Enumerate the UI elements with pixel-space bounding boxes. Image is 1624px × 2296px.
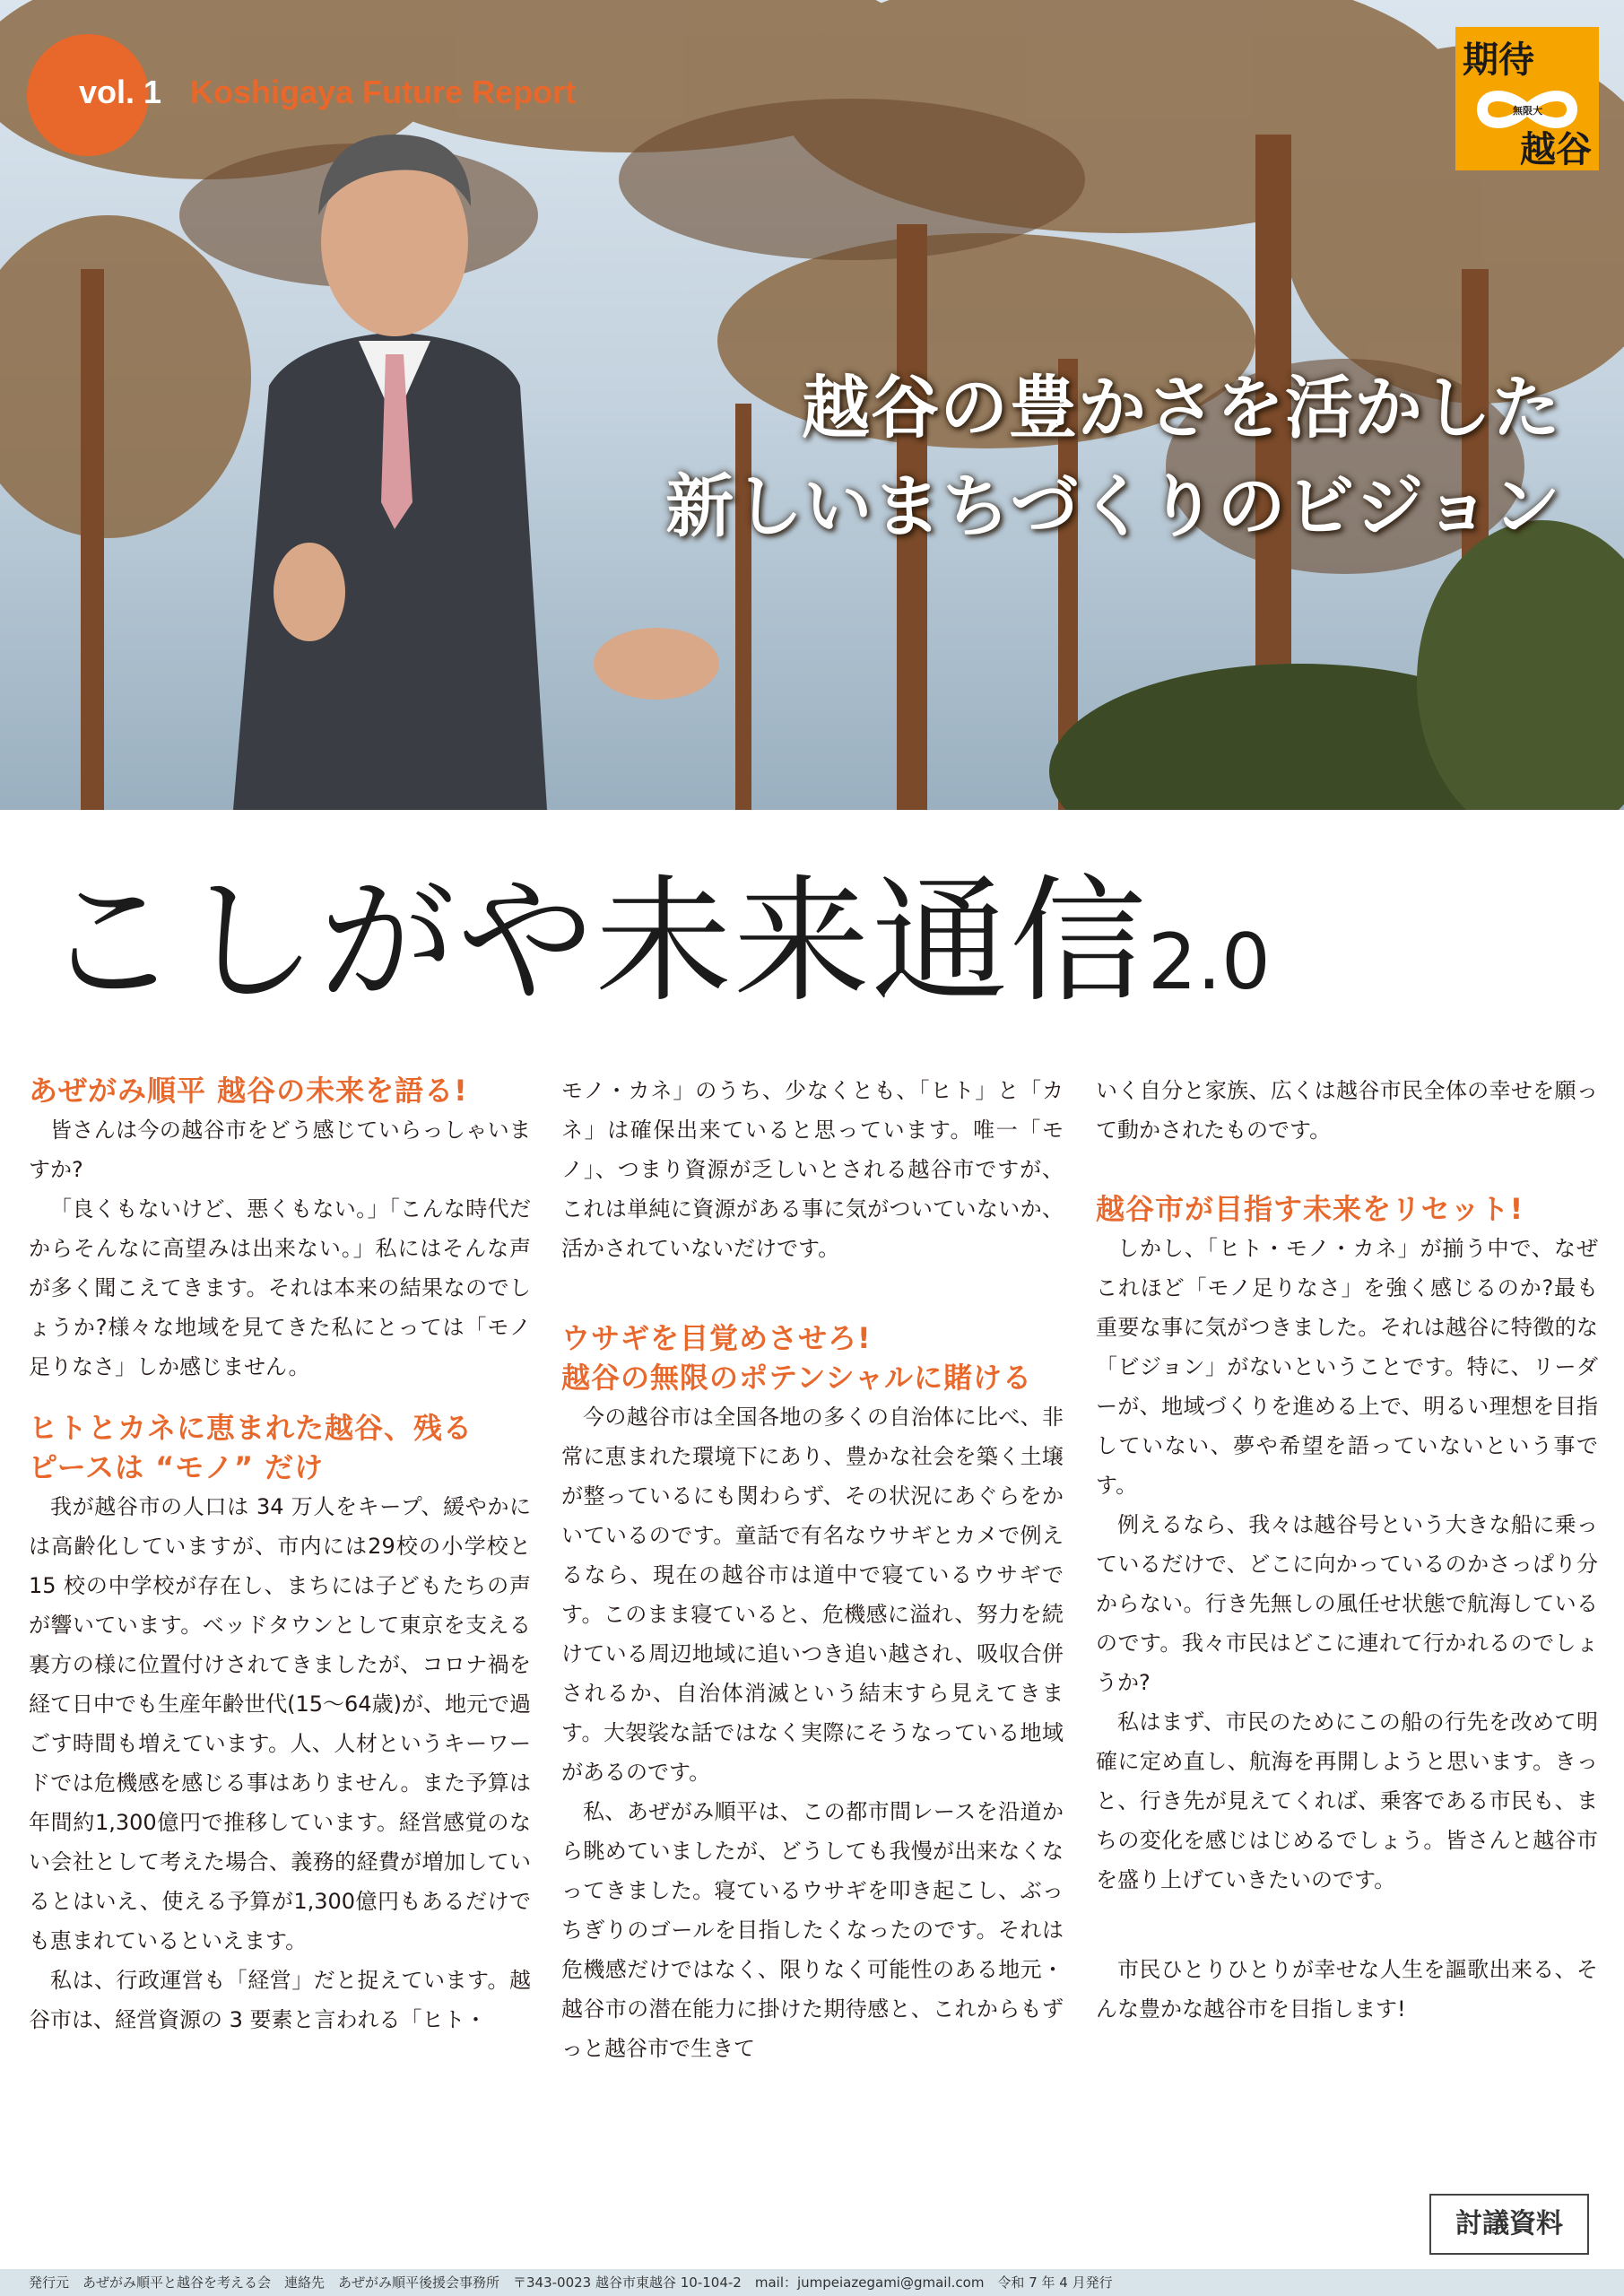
paragraph: 皆さんは今の越谷市をどう感じていらっしゃいますか? bbox=[29, 1118, 531, 1182]
paragraph: 我が越谷市の人口は 34 万人をキープ、緩やかには高齢化していますが、市内には29校の小学校と15 校の中学校が存在し、まちには子どもたちの声が響いています。ベッドタウンとして東京を支える裏方の様に位置付けされてきましたが、コロナ禍を経て日中でも生産年齢世代(15〜64歳)が、地元で過ごす時間も増えています。人、人材というキーワードでは危機感を感じる事はありません。また予算は年間約1,300億円で推移しています。経営感覚のない会社として考えた場合、義務的経費が増加しているとはいえ、使える予算が1,300億円もあるだけでも恵まれているといえます。 bbox=[29, 1494, 531, 1953]
hero-photo bbox=[0, 0, 1624, 810]
logo-top-text: 期待 bbox=[1463, 39, 1534, 81]
section-heading: あぜがみ順平 越谷の未来を語る! bbox=[29, 1074, 468, 1108]
section-heading bbox=[29, 1408, 531, 1487]
heading-line: 越谷の無限のポテンシャルに賭ける bbox=[561, 1361, 1032, 1395]
article-column-1 bbox=[29, 1071, 531, 2039]
hero-heading bbox=[665, 359, 1561, 556]
discussion-material-stamp: 討議資料 bbox=[1429, 2194, 1589, 2255]
page-title bbox=[43, 861, 1271, 1043]
title-version: 2.0 bbox=[1148, 918, 1271, 1007]
paragraph: 私、あぜがみ順平は、この都市間レースを沿道から眺めていましたが、どうしても我慢が出来なくなってきました。寝ているウサギを叩き起こし、ぶっちぎりのゴールを目指したくなったのです。それは危機感だけではなく、限りなく可能性のある地元・越谷市の潜在能力に掛けた期待感と、これからもずっと越谷市で生きて bbox=[561, 1799, 1064, 2061]
vol-label: vol. 1 bbox=[79, 74, 162, 110]
paragraph: 今の越谷市は全国各地の多くの自治体に比べ、非常に恵まれた環境下にあり、豊かな社会を築く土壌が整っているにも関わらず、その状況にあぐらをかいているのです。童話で有名なウサギとカメで例えるなら、現在の越谷市は道中で寝ているウサギです。このまま寝ていると、危機感に溢れ、努力を続けている周辺地域に追いつき追い越され、吸収合併されるか、自治体消滅という結末すら見えてきます。大袈裟な話ではなく実際にそうなっている地域があるのです。 bbox=[561, 1405, 1064, 1785]
paragraph: 私は、行政運営も「経営」だと捉えています。越谷市は、経営資源の 3 要素と言われる「ヒト・ bbox=[29, 1968, 531, 2032]
heading-line: ヒトとカネに恵まれた越谷、残る bbox=[29, 1411, 473, 1445]
paragraph: 「良くもないけど、悪くもない。」「こんな時代だからそんなに高望みは出来ない。」私にはそんな声が多く聞こえてきます。それは本来の結果なのでしょうか?様々な地域を見てきた私にとっては「モノ足りなさ」しか感じません。 bbox=[29, 1196, 531, 1379]
series-title: Koshigaya Future Report bbox=[190, 74, 577, 110]
paragraph: 例えるなら、我々は越谷号という大きな船に乗っているだけで、どこに向かっているのかさっぱり分からない。行き先無しの風任せ状態で航海しているのです。我々市民はどこに連れて行かれるのでしょうか? bbox=[1096, 1512, 1598, 1695]
logo-mid-text: 無限大 bbox=[1513, 105, 1542, 117]
heading-line: ウサギを目覚めさせろ! bbox=[561, 1321, 872, 1355]
heading-line: ピースは “モノ” だけ bbox=[29, 1450, 325, 1484]
hero-heading-line1: 越谷の豊かさを活かした bbox=[802, 368, 1561, 448]
paragraph: いく自分と家族、広くは越谷市民全体の幸せを願って動かされたものです。 bbox=[1096, 1078, 1598, 1143]
section-heading bbox=[561, 1318, 1064, 1397]
footer-text: 発行元 あぜがみ順平と越谷を考える会 連絡先 あぜがみ順平後援会事務所 〒343-0023 越谷市東越谷 10-104-2 mail：jumpeiazegami@gmail.com 令和 7 年 4 月発行 bbox=[29, 2274, 1113, 2291]
paragraph: 私はまず、市民のためにこの船の行先を改めて明確に定め直し、航海を再開しようと思います。きっと、行き先が見えてくれば、乗客である市民も、まちの変化を感じはじめるでしょう。皆さんと越谷市を盛り上げていきたいのです。 bbox=[1096, 1709, 1598, 1892]
title-main: こしがや未来通信 bbox=[43, 862, 1148, 1021]
paragraph: モノ・カネ」のうち、少なくとも、「ヒト」と「カネ」は確保出来ていると思っています。唯一「モノ」、つまり資源が乏しいとされる越谷市ですが、これは単純に資源がある事に気がついていないか、活かされていないだけです。 bbox=[561, 1078, 1064, 1261]
paragraph: しかし、「ヒト・モノ・カネ」が揃う中で、なぜこれほど「モノ足りなさ」を強く感じるのか?最も重要な事に気がつきました。それは越谷に特徴的な「ビジョン」がないということです。特に、リーダーが、地域づくりを進める上で、明るい理想を目指していない、夢や希望を語っていないという事です。 bbox=[1096, 1236, 1598, 1498]
logo-bottom-text: 越谷 bbox=[1520, 129, 1592, 170]
kitai-koshigaya-logo bbox=[1455, 27, 1599, 170]
paragraph: 市民ひとりひとりが幸せな人生を謳歌出来る、そんな豊かな越谷市を目指します! bbox=[1096, 1957, 1598, 2022]
article-column-3 bbox=[1096, 1071, 1598, 2029]
hero-heading-line2: 新しいまちづくりのビジョン bbox=[665, 466, 1561, 546]
section-heading: 越谷市が目指す未来をリセット! bbox=[1096, 1192, 1524, 1226]
article-column-2 bbox=[561, 1071, 1064, 2068]
